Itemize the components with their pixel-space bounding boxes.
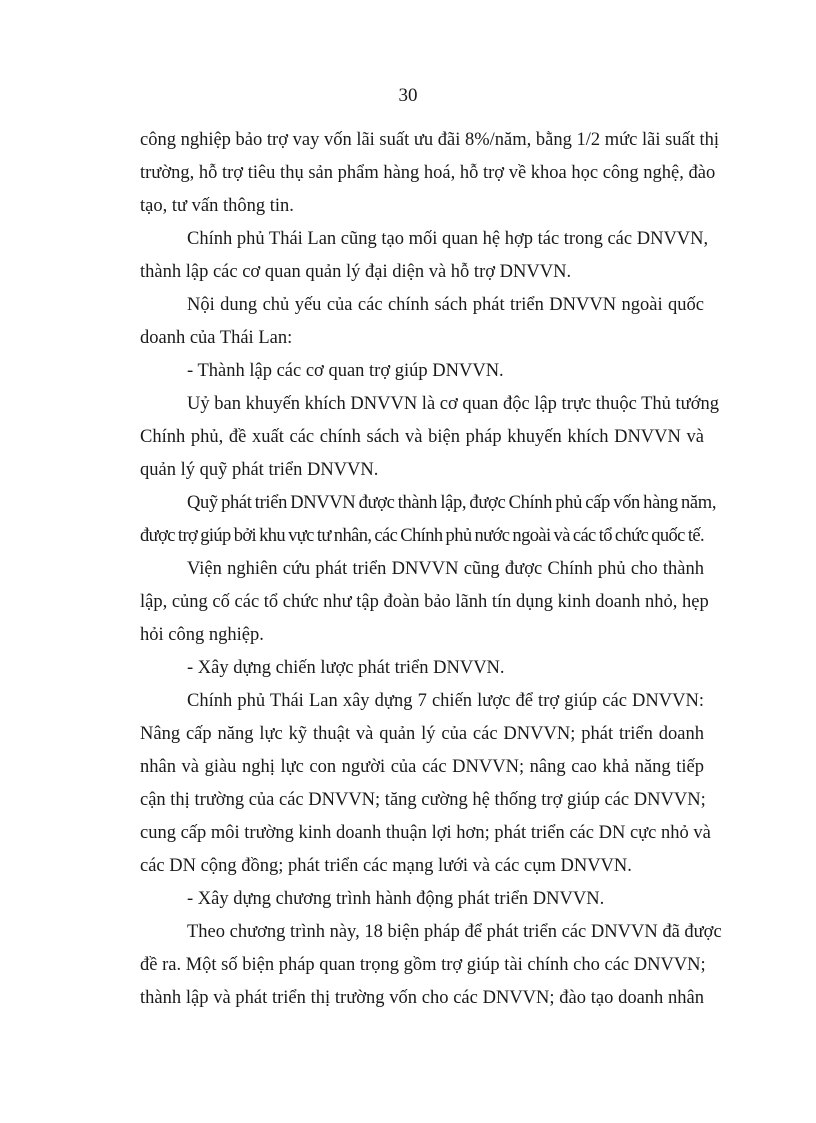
text-line: Chính phủ Thái Lan xây dựng 7 chiến lược để trợ giúp các DNVVN: [187, 691, 704, 711]
list-heading: - Xây dựng chiến lược phát triển DNVVN. [187, 658, 505, 678]
text-line: Nâng cấp năng lực kỹ thuật và quản lý của các DNVVN; phát triển doanh [140, 724, 704, 744]
text-line: tạo, tư vấn thông tin. [140, 196, 294, 216]
text-line: Nội dung chủ yếu của các chính sách phát triển DNVVN ngoài quốc [187, 295, 704, 315]
text-line: Theo chương trình này, 18 biện pháp để phát triển các DNVVN đã được [187, 922, 722, 942]
body-text [140, 124, 722, 1015]
text-line: thành lập các cơ quan quản lý đại diện và hỗ trợ DNVVN. [140, 262, 572, 282]
list-heading: - Thành lập các cơ quan trợ giúp DNVVN. [187, 361, 504, 381]
text-line: Uỷ ban khuyến khích DNVVN là cơ quan độc lập trực thuộc Thủ tướng [187, 394, 719, 414]
text-line: thành lập và phát triển thị trường vốn cho các DNVVN; đào tạo doanh nhân [140, 988, 704, 1008]
text-line: nhân và giàu nghị lực con người của các DNVVN; nâng cao khả năng tiếp [140, 757, 704, 777]
text-line: hỏi công nghiệp. [140, 625, 264, 645]
text-line: Quỹ phát triển DNVVN được thành lập, được Chính phủ cấp vốn hàng năm, [187, 493, 717, 513]
text-line: Chính phủ, đề xuất các chính sách và biện pháp khuyến khích DNVVN và [140, 427, 704, 447]
text-line: Viện nghiên cứu phát triển DNVVN cũng được Chính phủ cho thành [187, 559, 704, 579]
text-line: công nghiệp bảo trợ vay vốn lãi suất ưu đãi 8%/năm, bằng 1/2 mức lãi suất thị [140, 130, 720, 150]
text-line: Chính phủ Thái Lan cũng tạo mối quan hệ hợp tác trong các DNVVN, [187, 229, 709, 249]
list-heading: - Xây dựng chương trình hành động phát triển DNVVN. [187, 889, 605, 909]
text-line: quản lý quỹ phát triển DNVVN. [140, 460, 379, 480]
text-line: được trợ giúp bởi khu vực tư nhân, các Chính phủ nước ngoài và các tổ chức quốc tế. [140, 526, 704, 546]
text-line: cận thị trường của các DNVVN; tăng cường hệ thống trợ giúp các DNVVN; [140, 790, 706, 810]
text-line: các DN cộng đồng; phát triển các mạng lưới và các cụm DNVVN. [140, 856, 632, 876]
text-line: lập, củng cố các tổ chức như tập đoàn bảo lãnh tín dụng kinh doanh nhỏ, hẹp [140, 592, 709, 612]
text-line: cung cấp môi trường kinh doanh thuận lợi hơn; phát triển các DN cực nhỏ và [140, 823, 711, 843]
text-line: đề ra. Một số biện pháp quan trọng gồm trợ giúp tài chính cho các DNVVN; [140, 955, 706, 975]
page-number: 30 [398, 85, 418, 106]
text-line: doanh của Thái Lan: [140, 328, 293, 348]
text-line: trường, hỗ trợ tiêu thụ sản phẩm hàng hoá, hỗ trợ về khoa học công nghệ, đào [140, 163, 716, 183]
